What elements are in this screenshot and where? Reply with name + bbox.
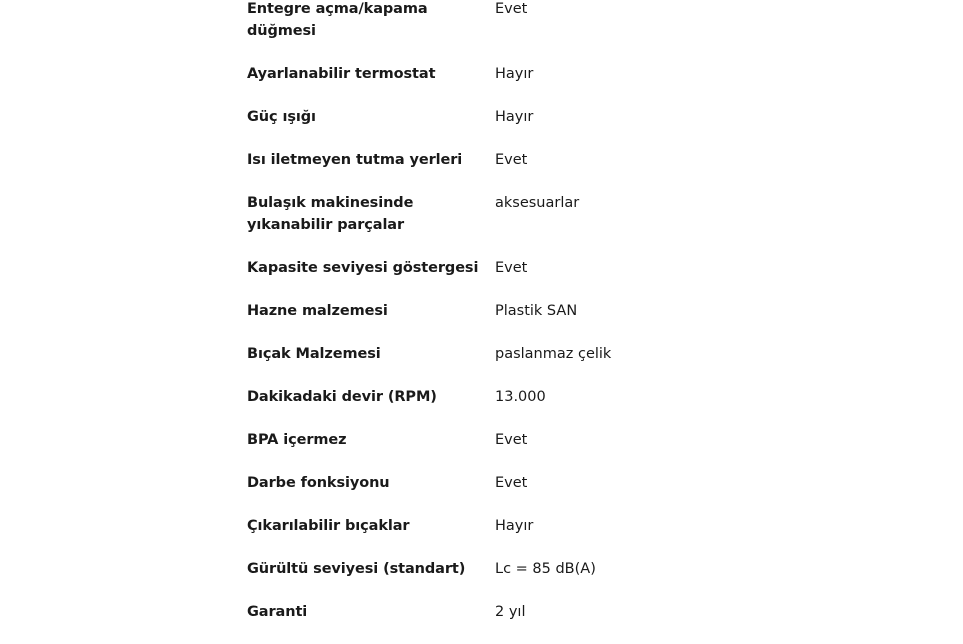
spec-label: Gürültü seviyesi (standart) xyxy=(247,561,466,577)
spec-value: paslanmaz çelik xyxy=(495,346,612,362)
spec-label: Garanti xyxy=(247,604,308,620)
spec-label: Entegre açma/kapama düğmesi xyxy=(247,1,428,39)
spec-value: Evet xyxy=(495,260,528,276)
spec-row xyxy=(247,386,727,429)
spec-value: Evet xyxy=(495,152,528,168)
spec-label: Kapasite seviyesi göstergesi xyxy=(247,260,479,276)
spec-row xyxy=(247,149,727,192)
spec-value: Hayır xyxy=(495,66,534,82)
spec-value: Evet xyxy=(495,432,528,448)
spec-label: Güç ışığı xyxy=(247,109,316,125)
spec-label: Isı iletmeyen tutma yerleri xyxy=(247,152,463,168)
spec-row xyxy=(247,343,727,386)
spec-row xyxy=(247,0,727,63)
spec-row xyxy=(247,192,727,257)
spec-label: Bulaşık makinesinde yıkanabilir parçalar xyxy=(247,195,414,233)
spec-value: 2 yıl xyxy=(495,604,526,620)
spec-value: Evet xyxy=(495,1,528,17)
spec-label: Ayarlanabilir termostat xyxy=(247,66,436,82)
spec-label: Dakikadaki devir (RPM) xyxy=(247,389,437,405)
spec-label: Çıkarılabilir bıçaklar xyxy=(247,518,410,534)
spec-value: Evet xyxy=(495,475,528,491)
spec-value: aksesuarlar xyxy=(495,195,580,211)
spec-value: Hayır xyxy=(495,109,534,125)
spec-label: BPA içermez xyxy=(247,432,347,448)
spec-label: Hazne malzemesi xyxy=(247,303,388,319)
spec-label: Bıçak Malzemesi xyxy=(247,346,381,362)
spec-value: 13.000 xyxy=(495,389,546,405)
spec-row xyxy=(247,63,727,106)
spec-row xyxy=(247,300,727,343)
spec-label: Darbe fonksiyonu xyxy=(247,475,390,491)
spec-row xyxy=(247,106,727,149)
spec-value: Plastik SAN xyxy=(495,303,578,319)
spec-row xyxy=(247,515,727,558)
spec-row xyxy=(247,257,727,300)
spec-row xyxy=(247,601,727,644)
spec-value: Lc = 85 dB(A) xyxy=(495,561,596,577)
spec-row xyxy=(247,429,727,472)
spec-value: Hayır xyxy=(495,518,534,534)
spec-table xyxy=(247,0,727,644)
spec-row xyxy=(247,472,727,515)
spec-row xyxy=(247,558,727,601)
